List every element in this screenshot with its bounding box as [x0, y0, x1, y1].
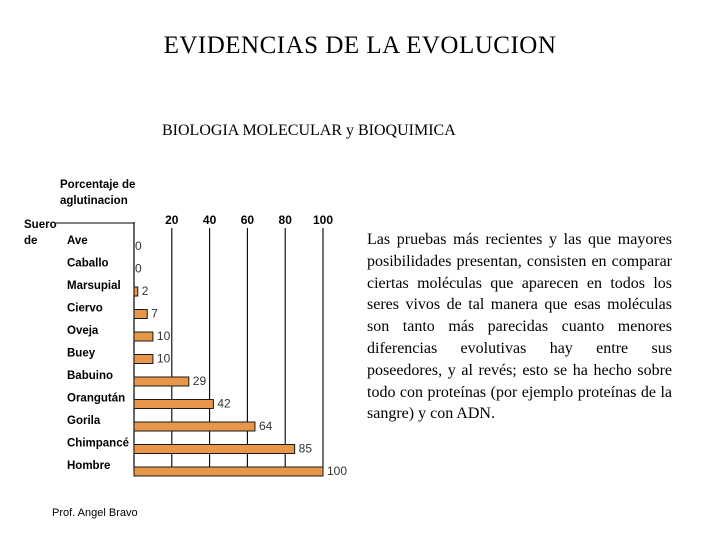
bar [134, 287, 138, 296]
category-label: Gorila [67, 415, 101, 427]
value-label: 85 [298, 441, 313, 456]
bar [134, 400, 213, 409]
category-label: Hombre [67, 460, 111, 472]
value-label: 100 [327, 464, 348, 478]
value-label: 0 [135, 239, 142, 253]
category-label: Buey [67, 347, 96, 360]
category-label: Marsupial [67, 280, 121, 292]
category-label: Orangután [67, 392, 126, 405]
value-label: 10 [156, 329, 171, 343]
category-label: Oveja [67, 325, 99, 337]
bar [134, 355, 153, 364]
x-axis-label-line-1: Porcentaje de [60, 179, 136, 191]
x-tick-label: 80 [278, 213, 292, 227]
x-tick-label: 40 [202, 213, 217, 227]
category-label: Ciervo [67, 302, 103, 315]
value-label: 10 [156, 351, 171, 366]
bar [134, 332, 153, 341]
x-tick-label: 100 [312, 213, 334, 227]
category-label: Caballo [67, 257, 109, 270]
y-axis-label-line-2: de [24, 235, 38, 247]
agglutination-bar-chart [0, 170, 360, 480]
page-subtitle: BIOLOGIA MOLECULAR y BIOQUIMICA [162, 122, 456, 139]
bar [134, 310, 147, 319]
bar [134, 377, 189, 386]
value-label: 0 [135, 261, 142, 276]
value-label: 64 [258, 419, 273, 433]
author-credit: Prof. Angel Bravo [52, 507, 138, 519]
category-label: Chimpancé [67, 437, 129, 450]
x-tick-label: 60 [240, 213, 255, 227]
category-label: Ave [67, 235, 88, 247]
x-axis-label-line-2: aglutinacion [60, 195, 128, 207]
value-label: 29 [192, 374, 207, 388]
y-axis-label-line-1: Suero [24, 219, 57, 231]
agglutination-chart [0, 170, 360, 480]
x-tick-label: 20 [165, 213, 179, 227]
bar [134, 422, 255, 431]
category-label: Babuino [67, 370, 113, 382]
description-paragraph: Las pruebas más recientes y las que mayores posibilidades presentan, consisten en comparar ciertas moléculas que aparecen en todos los seres vivos de tal manera que esas moléculas son tanto más parecidas cuanto menores diferencias evolutivas hay entre sus poseedores, y al revés; esto se ha hecho sobre todo con proteínas (por ejemplo proteínas de la sangre) y con ADN. [367, 231, 672, 423]
bar [134, 445, 295, 454]
value-label: 2 [141, 284, 149, 298]
value-label: 42 [217, 396, 231, 411]
value-label: 7 [151, 306, 158, 321]
page-title: EVIDENCIAS DE LA EVOLUCION [163, 32, 557, 59]
bar [134, 467, 323, 476]
